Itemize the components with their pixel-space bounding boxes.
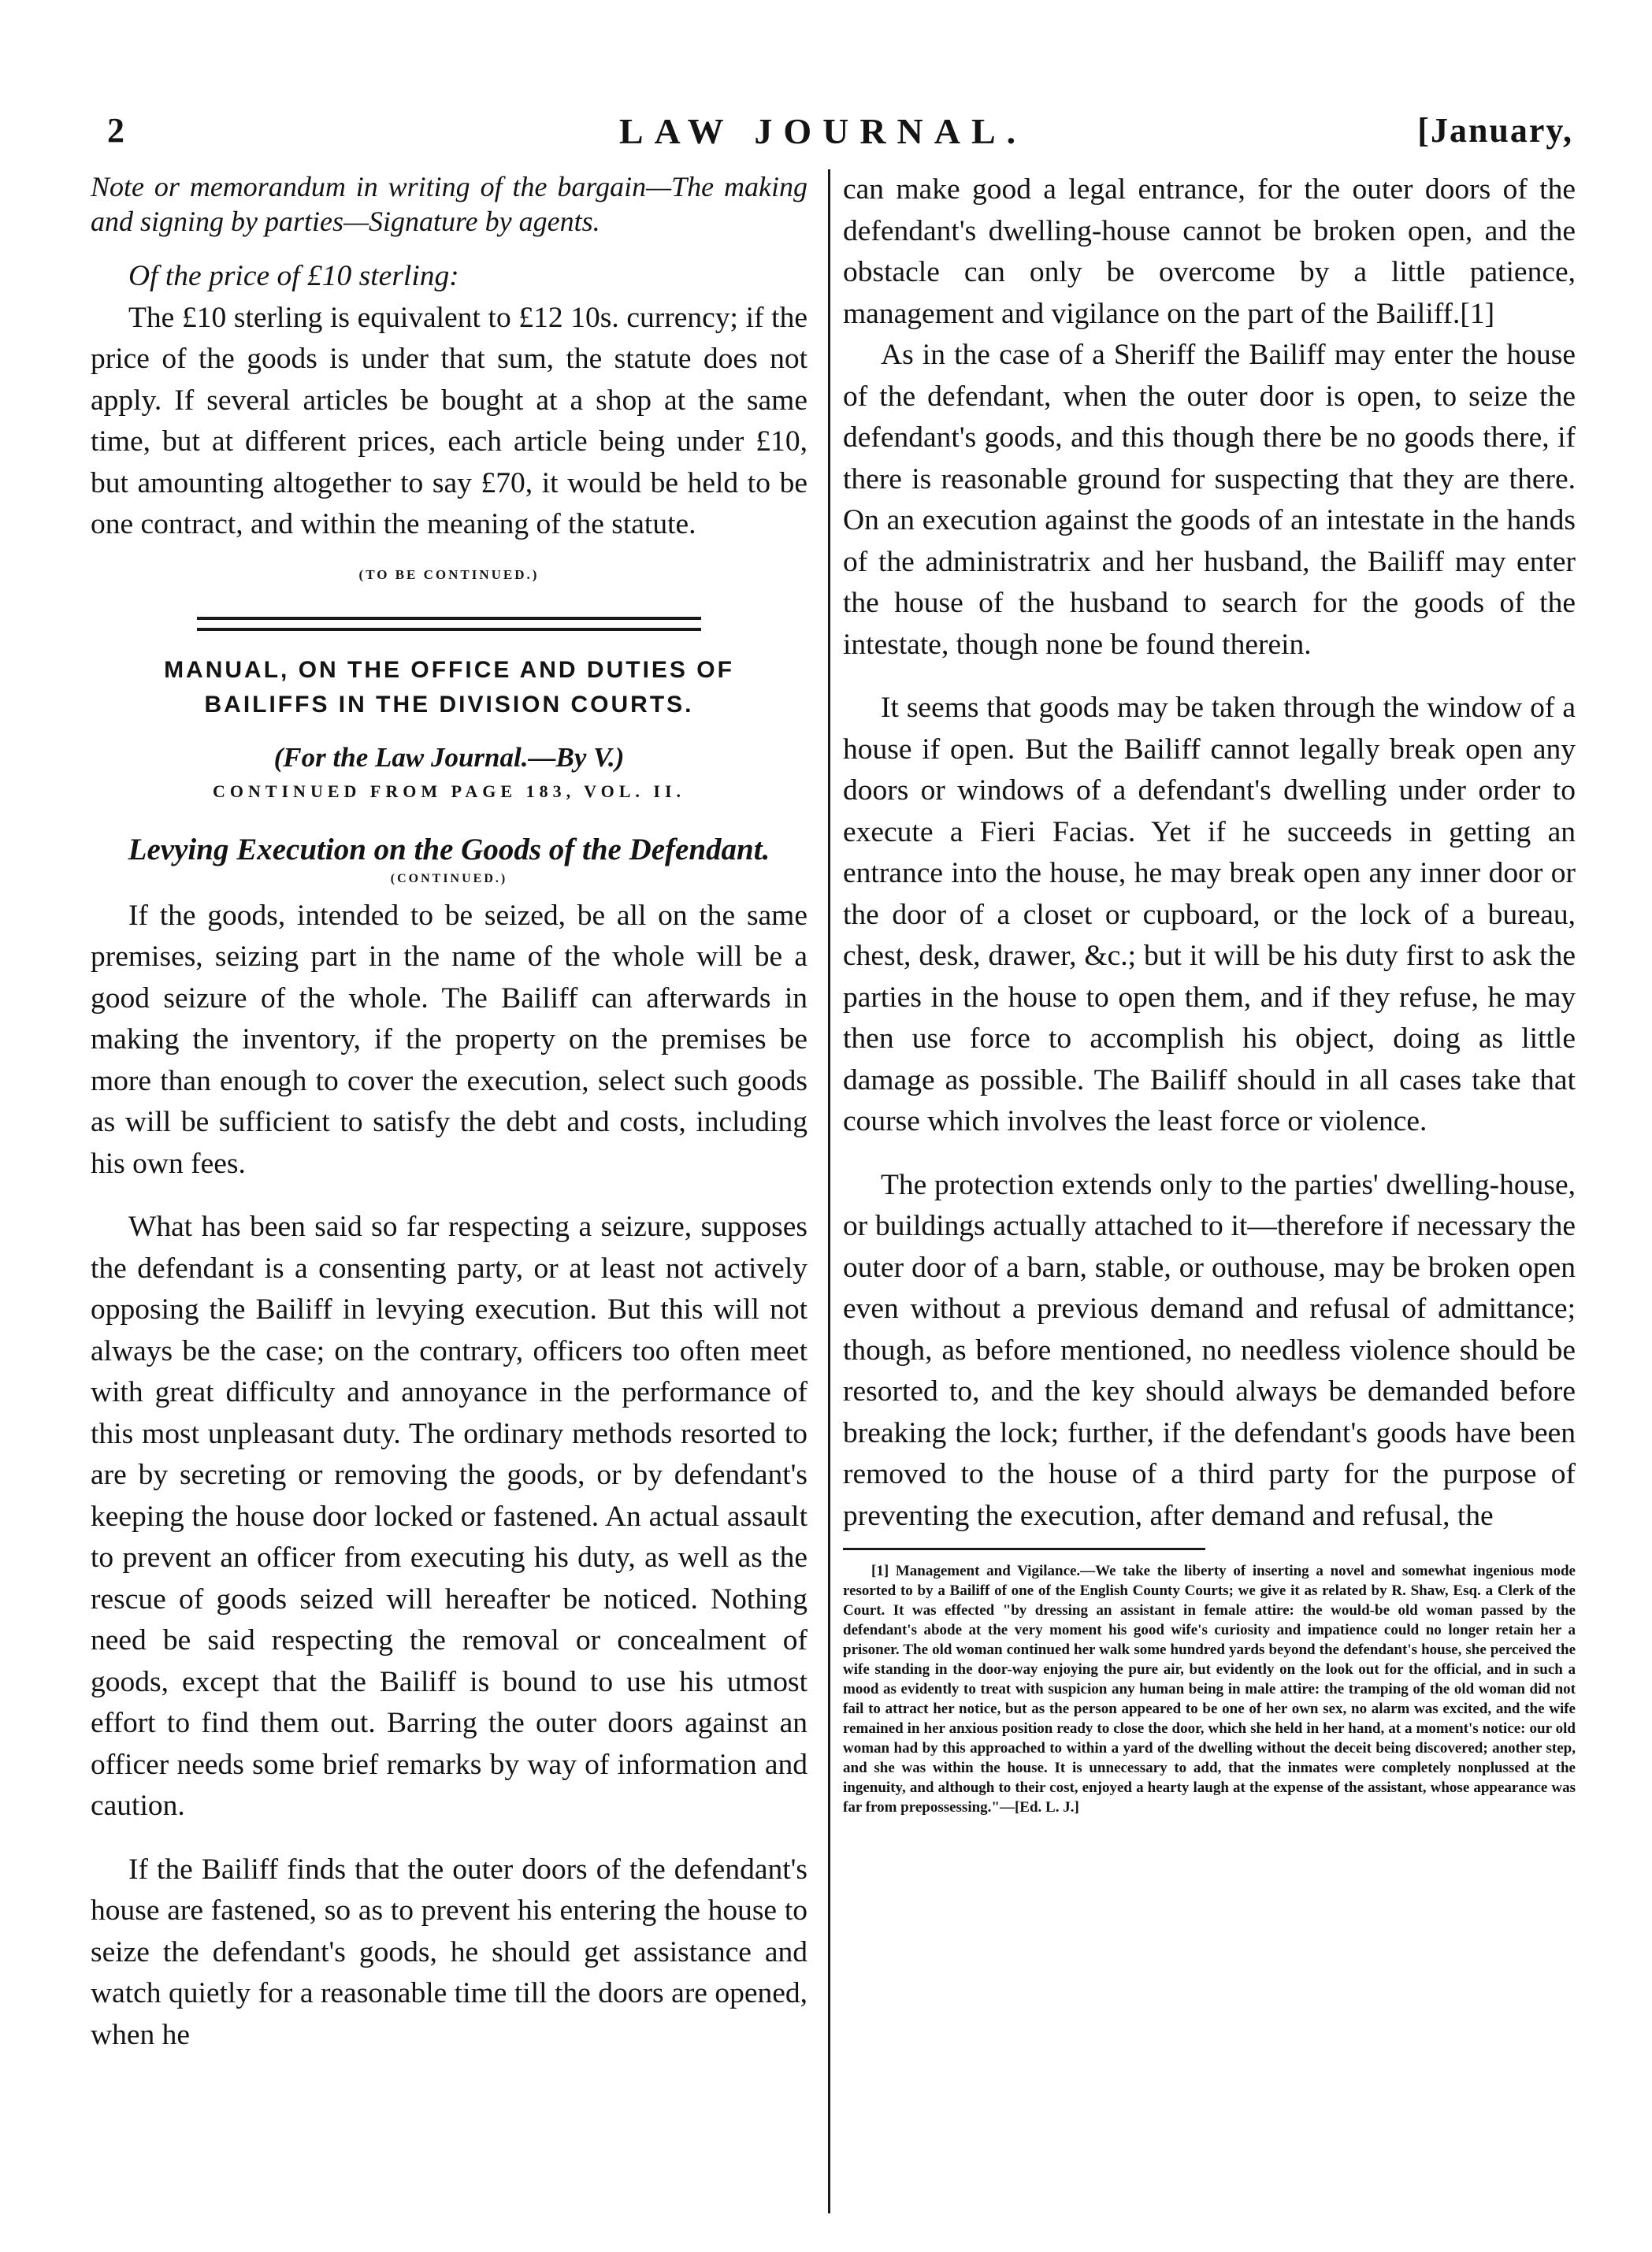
to-be-continued-note: (TO BE CONTINUED.) [358, 566, 540, 582]
article-title-line-1: MANUAL, ON THE OFFICE AND DUTIES OF [164, 656, 734, 683]
journal-title: LAW JOURNAL. [618, 111, 1027, 151]
article-byline: (For the Law Journal.—By V.) [273, 741, 625, 773]
footnote-rule [843, 1548, 1205, 1550]
left-column [91, 169, 807, 2056]
body-paragraph: The protection extends only to the parties' dwelling-house, or buildings actually attached to it—therefore if necessary the outer door of a barn, stable, or outhouse, may be broken open even without a previous demand and refusal of admittance; though, as before mentioned, no needless violence should be resorted to, and the key should always be demanded before breaking the lock; further, if the defendant's goods have been removed to the house of a third party for the purpose of preventing the execution, after demand and refusal, the [843, 1168, 1576, 1532]
footnote: [1] Management and Vigilance.—We take the liberty of inserting a novel and somewhat ingenious mode resorted to by a Bailiff of one of the English County Courts; we give it as related by R. Shaw, Esq. a Clerk of the Court. It was effected "by dressing an assistant in female attire: the would-be old woman passed by the defendant's abode at the very moment his good wife's curiosity and impatience could no longer retain her a prisoner. The old woman continued her walk some hundred yards beyond the defendant's house, she perceived the wife standing in the door-way enjoying the pure air, but evidently on the look out for the official, and in such a mood as evidently to treat with suspicion any human being in male attire: the tramping of the old woman did not fail to attract her notice, but as the person appeared to be one of her own sex, no alarm was excited, and the wife remained in her anxious position ready to close the door, which she held in her hand, at a moment's notice: our old woman had by this approached to within a yard of the dwelling without the deceit being discovered; another step, and she was within the house. It is unnecessary to add, that the inmates were completely nonplussed at the ingenuity, and although to their cost, enjoyed a hearty laugh at the expense of the assistant, whose appearance was far from prepossessing."—[Ed. L. J.] [843, 1563, 1576, 1816]
page-number: 2 [107, 111, 124, 150]
body-paragraph: can make good a legal entrance, for the outer doors of the defendant's dwelling-house cannot be broken open, and the obstacle can only be overcome by a little patience, management and vigilance on the part of the Bailiff.[1] [843, 173, 1576, 330]
right-column [843, 169, 1576, 1817]
body-paragraph: If the Bailiff finds that the outer doors of the defendant's house are fastened, so as to prevent his entering the house to seize the defendant's goods, he should get assistance and watch quietly for a reasonable time till the doors are opened, when he [91, 1853, 807, 2051]
issue-month: [January, [1417, 111, 1573, 150]
running-header [72, 110, 1573, 158]
body-paragraph: It seems that goods may be taken through the window of a house if open. But the Bailiff cannot legally break open any doors or windows of a defendant's dwelling under order to execute a Fieri Facias. Yet if he succeeds in getting an entrance into the house, he may break open any inner door or the door of a closet or cupboard, or the lock of a bureau, chest, desk, drawer, &c.; but it will be his duty first to ask the parties in the house to open them, and if they refuse, he may then use force to accomplish his object, doing as little damage as possible. The Bailiff should in all cases take that course which involves the least force or violence. [843, 692, 1576, 1137]
article-title-line-2: BAILIFFS IN THE DIVISION COURTS. [204, 691, 694, 718]
section-divider [197, 617, 701, 631]
body-paragraph: If the goods, intended to be seized, be all on the same premises, seizing part in the name of the whole will be a good seizure of the whole. The Bailiff can afterwards in making the inventory, if the property on the premises be more than enough to cover the execution, select such goods as will be sufficient to satisfy the debt and costs, including his own fees. [91, 899, 807, 1180]
body-paragraph: What has been said so far respecting a seizure, supposes the defendant is a consenting party, or at least not actively opposing the Bailiff in levying execution. But this will not always be the case; on the contrary, officers too often meet with great difficulty and annoyance in the performance of this most unpleasant duty. The ordinary methods resorted to are by secreting or removing the goods, or by defendant's keeping the house door locked or fastened. An actual assault to prevent an officer from executing his duty, as well as the rescue of goods seized will hereafter be noticed. Nothing need be said respecting the removal or concealment of goods, except that the Bailiff is bound to use his utmost effort to find them out. Barring the outer doors against an officer needs some brief remarks by way of information and caution. [91, 1211, 807, 1822]
column-divider [828, 169, 830, 2213]
section-heading: Levying Execution on the Goods of the Defendant. [128, 832, 770, 866]
price-heading: Of the price of £10 sterling: [128, 260, 459, 292]
section-continued-note: (CONTINUED.) [390, 871, 508, 885]
article-title [91, 653, 807, 722]
price-paragraph: The £10 sterling is equivalent to £12 10s. currency; if the price of the goods is under that sum, the statute does not apply. If several articles be bought at a shop at the same time, but at different prices, each article being under £10, but amounting altogether to say £70, it would be held to be one contract, and within the meaning of the statute. [91, 301, 807, 540]
continued-from-note: CONTINUED FROM PAGE 183, VOL. II. [212, 781, 686, 801]
intro-heading: Note or memorandum in writing of the bargain—The making and signing by parties—Signature by agents. [91, 171, 807, 237]
body-paragraph: As in the case of a Sheriff the Bailiff may enter the house of the defendant, when the outer door is open, to seize the defendant's goods, and this though there be no goods there, if there is reasonable ground for suspecting that they are there. On an execution against the goods of an intestate in the hands of the administratrix and her husband, the Bailiff may enter the house of the husband to search for the goods of the intestate, though none be found therein. [843, 339, 1576, 661]
